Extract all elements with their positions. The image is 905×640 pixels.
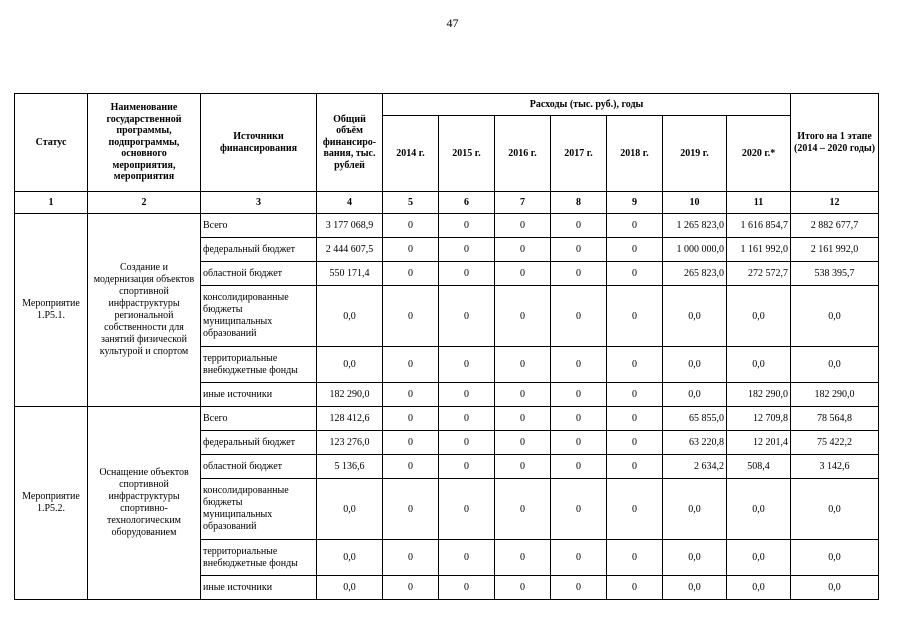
year-amount-cell: 0,0	[727, 347, 791, 383]
year-amount-cell: 12 201,4	[727, 431, 791, 455]
year-amount-cell: 0	[439, 286, 495, 347]
year-amount-cell: 0	[551, 431, 607, 455]
funding-table	[14, 93, 879, 600]
year-amount-cell: 0	[495, 238, 551, 262]
column-number: 1	[15, 192, 88, 214]
year-amount-cell: 0,0	[663, 383, 727, 407]
year-amount-cell: 0,0	[663, 576, 727, 600]
year-amount-cell: 0	[495, 407, 551, 431]
year-amount-cell: 0	[551, 383, 607, 407]
total-amount-cell: 550 171,4	[317, 262, 383, 286]
funding-source: территориальные внебюджетные фонды	[201, 347, 317, 383]
page-number: 47	[446, 16, 459, 30]
year-amount-cell: 0	[383, 479, 439, 540]
column-number-row	[15, 192, 879, 214]
header-year: 2020 г.*	[727, 116, 791, 192]
year-amount-cell: 0,0	[663, 286, 727, 347]
stage-total-cell: 182 290,0	[791, 383, 879, 407]
year-amount-cell: 0	[495, 214, 551, 238]
year-amount-cell: 0	[551, 540, 607, 576]
stage-total-cell: 0,0	[791, 479, 879, 540]
stage-total-cell: 538 395,7	[791, 262, 879, 286]
year-amount-cell: 0	[495, 286, 551, 347]
year-amount-cell: 0,0	[727, 479, 791, 540]
header-year: 2015 г.	[439, 116, 495, 192]
year-amount-cell: 1 000 000,0	[663, 238, 727, 262]
year-amount-cell: 0	[551, 347, 607, 383]
total-amount-cell: 2 444 607,5	[317, 238, 383, 262]
year-amount-cell: 12 709,8	[727, 407, 791, 431]
total-amount-cell: 0,0	[317, 347, 383, 383]
year-amount-cell: 65 855,0	[663, 407, 727, 431]
header-status: Статус	[15, 94, 88, 192]
column-number: 4	[317, 192, 383, 214]
funding-source: иные источники	[201, 576, 317, 600]
year-amount-cell: 0	[383, 286, 439, 347]
total-amount-cell: 123 276,0	[317, 431, 383, 455]
stage-total-cell: 78 564,8	[791, 407, 879, 431]
total-amount-cell: 5 136,6	[317, 455, 383, 479]
header-year: 2018 г.	[607, 116, 663, 192]
funding-source: Всего	[201, 407, 317, 431]
column-number: 6	[439, 192, 495, 214]
stage-total-cell: 0,0	[791, 540, 879, 576]
year-amount-cell: 0	[383, 214, 439, 238]
header-name: Наименование государственной программы, подпрограммы, основного мероприятия, мероприятия	[88, 94, 201, 192]
year-amount-cell: 0	[383, 455, 439, 479]
year-amount-cell: 1 265 823,0	[663, 214, 727, 238]
funding-source: иные источники	[201, 383, 317, 407]
year-amount-cell: 0	[383, 383, 439, 407]
column-number: 8	[551, 192, 607, 214]
year-amount-cell: 272 572,7	[727, 262, 791, 286]
year-amount-cell: 0	[607, 383, 663, 407]
activity-name: Оснащение объектов спортивной инфраструктуры спортивно-технологическим оборудованием	[88, 407, 201, 600]
year-amount-cell: 0	[383, 347, 439, 383]
year-amount-cell: 0	[495, 576, 551, 600]
year-amount-cell: 0	[439, 407, 495, 431]
year-amount-cell: 0	[383, 407, 439, 431]
table-body	[15, 214, 879, 600]
year-amount-cell: 0	[607, 238, 663, 262]
year-amount-cell: 0	[607, 262, 663, 286]
year-amount-cell: 0	[439, 576, 495, 600]
stage-total-cell: 0,0	[791, 286, 879, 347]
year-amount-cell: 0	[551, 407, 607, 431]
header-stage-total: Итого на 1 этапе (2014 – 2020 годы)	[791, 94, 879, 192]
header-source: Источники финансирования	[201, 94, 317, 192]
year-amount-cell: 0	[607, 431, 663, 455]
year-amount-cell: 0	[439, 383, 495, 407]
year-amount-cell: 0	[551, 286, 607, 347]
year-amount-cell: 0	[383, 238, 439, 262]
column-number: 5	[383, 192, 439, 214]
funding-source: федеральный бюджет	[201, 431, 317, 455]
table-row	[15, 214, 879, 238]
year-amount-cell: 0	[439, 262, 495, 286]
header-year: 2019 г.	[663, 116, 727, 192]
year-amount-cell: 0	[607, 407, 663, 431]
year-amount-cell: 0	[551, 576, 607, 600]
year-amount-cell: 0	[551, 262, 607, 286]
stage-total-cell: 3 142,6	[791, 455, 879, 479]
year-amount-cell: 0	[495, 455, 551, 479]
year-amount-cell: 1 161 992,0	[727, 238, 791, 262]
header-expenses: Расходы (тыс. руб.), годы	[383, 94, 791, 116]
year-amount-cell: 0	[607, 540, 663, 576]
year-amount-cell: 182 290,0	[727, 383, 791, 407]
column-number: 3	[201, 192, 317, 214]
year-amount-cell: 0	[439, 479, 495, 540]
funding-source: областной бюджет	[201, 262, 317, 286]
column-number: 10	[663, 192, 727, 214]
year-amount-cell: 63 220,8	[663, 431, 727, 455]
year-amount-cell: 1 616 854,7	[727, 214, 791, 238]
stage-total-cell: 2 882 677,7	[791, 214, 879, 238]
year-amount-cell: 0	[551, 214, 607, 238]
year-amount-cell: 0	[383, 576, 439, 600]
year-amount-cell: 0	[439, 540, 495, 576]
year-amount-cell: 0	[495, 347, 551, 383]
funding-source: Всего	[201, 214, 317, 238]
year-amount-cell: 0	[607, 455, 663, 479]
year-amount-cell: 0,0	[727, 286, 791, 347]
year-amount-cell: 0	[495, 262, 551, 286]
year-amount-cell: 0	[439, 238, 495, 262]
year-amount-cell: 0	[439, 347, 495, 383]
column-number: 11	[727, 192, 791, 214]
header-total: Общий объём финансиро-вания, тыс. рублей	[317, 94, 383, 192]
year-amount-cell: 0,0	[727, 540, 791, 576]
year-amount-cell: 0	[607, 214, 663, 238]
year-amount-cell: 0	[439, 455, 495, 479]
year-amount-cell: 0	[383, 262, 439, 286]
funding-source: федеральный бюджет	[201, 238, 317, 262]
year-amount-cell: 0	[383, 431, 439, 455]
column-number: 12	[791, 192, 879, 214]
funding-source: консолидированные бюджеты муниципальных образований	[201, 286, 317, 347]
header-year: 2016 г.	[495, 116, 551, 192]
total-amount-cell: 3 177 068,9	[317, 214, 383, 238]
year-amount-cell: 0	[551, 455, 607, 479]
activity-name: Создание и модернизация объектов спортивной инфраструктуры региональной собственности для занятий физической культурой и спортом	[88, 214, 201, 407]
year-amount-cell: 0,0	[663, 479, 727, 540]
total-amount-cell: 128 412,6	[317, 407, 383, 431]
year-amount-cell: 0	[607, 576, 663, 600]
year-amount-cell: 0,0	[663, 347, 727, 383]
stage-total-cell: 0,0	[791, 347, 879, 383]
year-amount-cell: 265 823,0	[663, 262, 727, 286]
stage-total-cell: 0,0	[791, 576, 879, 600]
column-number: 2	[88, 192, 201, 214]
total-amount-cell: 0,0	[317, 286, 383, 347]
year-amount-cell: 0	[495, 431, 551, 455]
column-number: 9	[607, 192, 663, 214]
year-amount-cell: 0	[607, 347, 663, 383]
year-amount-cell: 0	[439, 431, 495, 455]
stage-total-cell: 2 161 992,0	[791, 238, 879, 262]
year-amount-cell: 0,0	[727, 576, 791, 600]
header-year: 2017 г.	[551, 116, 607, 192]
funding-source: территориальные внебюджетные фонды	[201, 540, 317, 576]
total-amount-cell: 182 290,0	[317, 383, 383, 407]
activity-status: Мероприятие 1.Р5.1.	[15, 214, 88, 407]
stage-total-cell: 75 422,2	[791, 431, 879, 455]
activity-status: Мероприятие 1.Р5.2.	[15, 407, 88, 600]
year-amount-cell: 0,0	[663, 540, 727, 576]
year-amount-cell: 0	[607, 479, 663, 540]
total-amount-cell: 0,0	[317, 576, 383, 600]
header-year: 2014 г.	[383, 116, 439, 192]
year-amount-cell: 2 634,2	[663, 455, 727, 479]
year-amount-cell: 0	[439, 214, 495, 238]
year-amount-cell: 0	[551, 238, 607, 262]
year-amount-cell: 0	[383, 540, 439, 576]
year-amount-cell: 0	[495, 383, 551, 407]
total-amount-cell: 0,0	[317, 540, 383, 576]
table-row	[15, 407, 879, 431]
funding-source: консолидированные бюджеты муниципальных образований	[201, 479, 317, 540]
year-amount-cell: 0	[551, 479, 607, 540]
year-amount-cell: 0	[495, 479, 551, 540]
year-amount-cell: 508,4	[727, 455, 791, 479]
column-number: 7	[495, 192, 551, 214]
year-amount-cell: 0	[495, 540, 551, 576]
funding-source: областной бюджет	[201, 455, 317, 479]
year-amount-cell: 0	[607, 286, 663, 347]
total-amount-cell: 0,0	[317, 479, 383, 540]
